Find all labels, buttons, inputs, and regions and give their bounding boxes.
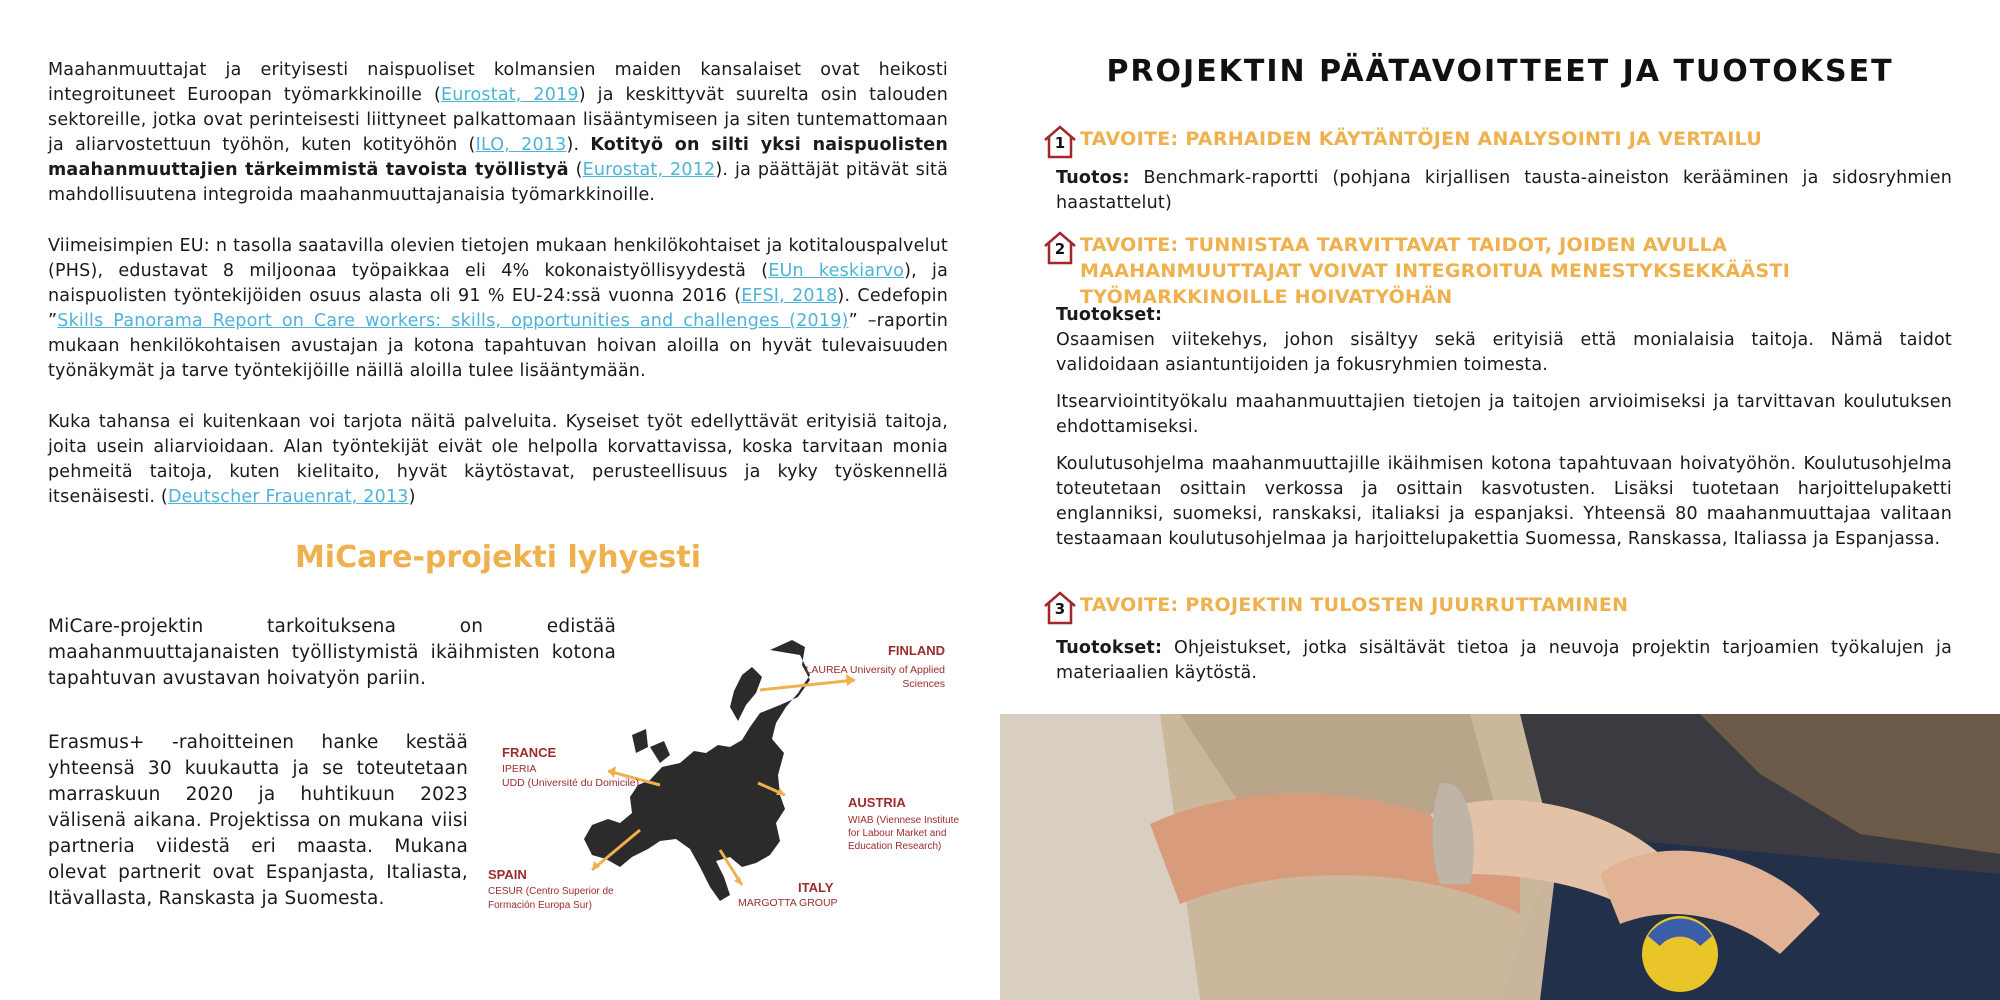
svg-text:Education Research): Education Research) — [848, 841, 942, 852]
svg-text:Sciences: Sciences — [902, 678, 945, 690]
svg-text:UDD (Université du Domicile): UDD (Université du Domicile) — [502, 777, 640, 789]
eu-average-link[interactable]: EUn keskiarvo — [768, 261, 905, 281]
goal-3-output: Tuotokset: Ohjeistukset, jotka sisältävät tietoa ja neuvoja projektin tarjoamien työkalujen ja materiaalien käytöstä. — [1056, 638, 1952, 683]
skills-paragraph: Kuka tahansa ei kuitenkaan voi tarjota näitä palveluita. Kyseiset työt edellyttävät erityisiä taitoja, joita usein aliarvioidaan. Alan työntekijät eivät ole helpolla korvattavissa, koska tarvitaan monia pehmeitä taitoja, kuten kielitaito, hyvät käytöstavat, perusteellisuus ja kyky työskennellä itsenäisesti. (Deutscher Frauenrat, 2013) — [48, 412, 948, 507]
goals-title: PROJEKTIN PÄÄTAVOITTEET JA TUOTOKSET — [1106, 54, 1894, 89]
goal-2-output-self-assessment: Itsearviointityökalu maahanmuuttajien tietojen ja taitojen arvioimiseksi ja tarvittavan koulutuksen ehdottamiseksi. — [1056, 392, 1952, 437]
svg-text:LAUREA University of Applied: LAUREA University of Applied — [805, 664, 945, 676]
eu-statistics-paragraph: Viimeisimpien EU: n tasolla saatavilla olevien tietojen mukaan henkilökohtaiset ja kotitalouspalvelut (PHS), edustavat 8 miljoonaa työpaikkaa eli 4% kokonaistyöllisyydestä (EUn keskiarvo), ja naispuolisten työntekijöiden osuus alasta oli 91 % EU-24:ssä vuonna 2016 (EFSI, 2018). Cedefopin ”Skills Panorama Report on Care workers: skills, opportunities and challenges (2019)” –raportin mukaan henkilökohtaisen avustajan ja kotona tapahtuvan hoivan aloilla on hyvät tulevaisuuden työnäkymät ja tarve työntekijöille näillä aloilla tulee lisääntymään. — [48, 236, 948, 381]
svg-text:WIAB (Viennese Institute: WIAB (Viennese Institute — [848, 815, 959, 826]
eurostat-2012-link[interactable]: Eurostat, 2012 — [582, 160, 716, 180]
care-hands-photo — [1000, 714, 2000, 1000]
house-number-icon: 2 — [1042, 230, 1078, 266]
goal-3-heading: 3 TAVOITE: PROJEKTIN TULOSTEN JUURRUTTAMINEN — [1042, 590, 1942, 626]
goal-2-outputs-label: Tuotokset: — [1056, 305, 1163, 325]
partners-europe-map — [480, 635, 970, 935]
micare-section-title: MiCare-projekti lyhyesti — [294, 540, 702, 575]
goal-1-output: Tuotos: Benchmark-raportti (pohjana kirjallisen tausta-aineiston kerääminen ja sidosryhmien haastattelut) — [1056, 168, 1952, 213]
goal-2-output-framework: Osaamisen viitekehys, johon sisältyy sekä erityisiä että monialaisia taitoja. Nämä taidot validoidaan asiantuntijoiden ja fokusryhmien toimesta. — [1056, 330, 1952, 375]
svg-text:Formación Europa Sur): Formación Europa Sur) — [488, 900, 592, 911]
svg-text:for Labour Market and: for Labour Market and — [848, 828, 947, 839]
intro-paragraph: Maahanmuuttajat ja erityisesti naispuoliset kolmansien maiden kansalaiset ovat heikosti integroituneet Euroopan työmarkkinoille (Eurostat, 2019) ja keskittyvät suurelta osin talouden sektoreille, jotka ovat perinteisesti liittyneet palkattomaan lisääntymiseen ja siten tuntemattomaan ja aliarvostettuun työhön, kuten kotityöhön (ILO, 2013). Kotityö on silti yksi naispuolisten maahanmuuttajien tärkeimmistä tavoista työllistyä (Eurostat, 2012). ja päättäjät pitävät sitä mahdollisuutena integroida maahanmuuttajanaisia työmarkkinoille. — [48, 60, 948, 205]
svg-text:MARGOTTA GROUP: MARGOTTA GROUP — [738, 897, 838, 909]
europe-map-silhouette — [584, 640, 810, 901]
france-label: FRANCE — [502, 745, 557, 760]
project-purpose-paragraph: MiCare-projektin tarkoituksena on edistää maahanmuuttajanaisten työllistymistä ikäihmisten kotona tapahtuvan avustavan hoivatyön pariin. — [48, 616, 616, 689]
austria-label: AUSTRIA — [848, 795, 906, 810]
eurostat-2019-link[interactable]: Eurostat, 2019 — [440, 85, 579, 105]
spain-label: SPAIN — [488, 867, 527, 882]
svg-text:CESUR (Centro Superior de: CESUR (Centro Superior de — [488, 886, 614, 897]
finland-label: FINLAND — [887, 643, 945, 658]
ilo-2013-link[interactable]: ILO, 2013 — [475, 135, 567, 155]
goal-2-heading: 2 TAVOITE: TUNNISTAA TARVITTAVAT TAIDOT, JOIDEN AVULLA MAAHANMUUTTAJAT VOIVAT INTEGROITUA MENESTYKSEKKÄÄSTI TYÖMARKKINOILLE HOIVATYÖHÄN — [1042, 230, 1942, 310]
project-duration-paragraph: Erasmus+ -rahoitteinen hanke kestää yhteensä 30 kuukautta ja se toteutetaan marraskuun 2020 ja huhtikuun 2023 välisenä aikana. Projektissa on mukana viisi partneria viidestä eri maasta. Mukana olevat partnerit ovat Espanjasta, Italiasta, Itävallasta, Ranskasta ja Suomesta. — [48, 732, 468, 909]
efsi-2018-link[interactable]: EFSI, 2018 — [741, 286, 838, 306]
skills-panorama-link[interactable]: Skills Panorama Report on Care workers: skills, opportunities and challenges (2019) — [57, 311, 849, 331]
goal-1-heading: 1 TAVOITE: PARHAIDEN KÄYTÄNTÖJEN ANALYSOINTI JA VERTAILU — [1042, 124, 1942, 160]
house-number-icon: 1 — [1042, 124, 1078, 160]
italy-label: ITALY — [798, 880, 834, 895]
svg-text:IPERIA: IPERIA — [502, 763, 537, 775]
goal-2-output-training: Koulutusohjelma maahanmuuttajille ikäihmisen kotona tapahtuvaan hoivatyöhön. Koulutusohjelma toteutetaan osittain verkossa ja osittain kasvotusten. Lisäksi tuotetaan harjoittelupaketti englanniksi, suomeksi, ranskaksi, italiaksi ja espanjaksi. Yhteensä 80 maahanmuuttajaa valitaan testaamaan koulutusohjelmaa ja harjoittelupakettia Suomessa, Ranskassa, Italiassa ja Espanjassa. — [1056, 454, 1952, 549]
deutscher-frauenrat-link[interactable]: Deutscher Frauenrat, 2013 — [167, 487, 409, 507]
house-number-icon: 3 — [1042, 590, 1078, 626]
